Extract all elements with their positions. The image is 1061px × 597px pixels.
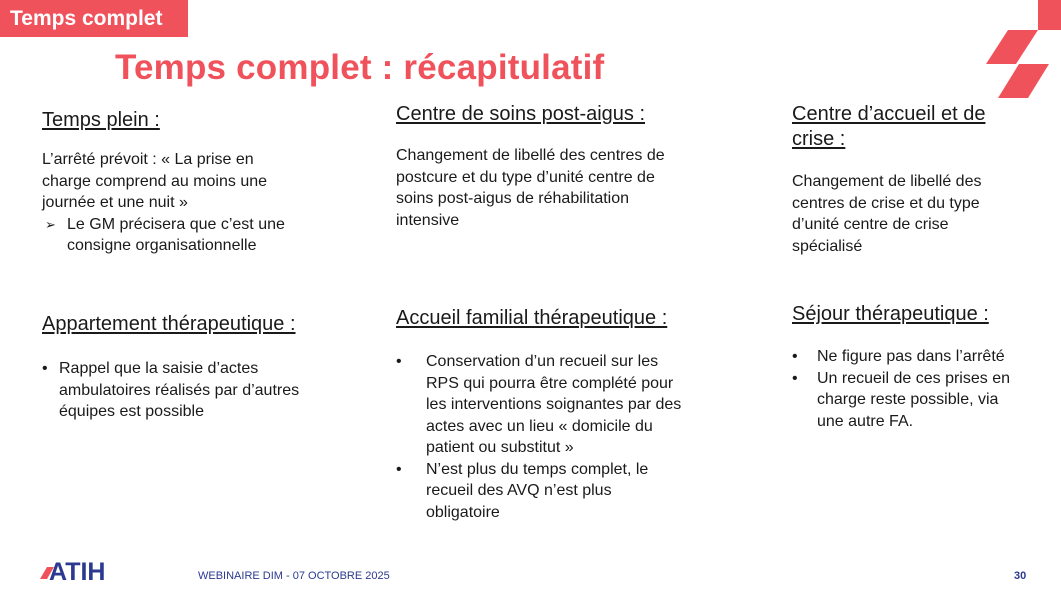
text-line: charge comprend au moins une: [42, 172, 268, 190]
bullet-icon: •: [396, 460, 402, 478]
section-centre-accueil: [792, 102, 1042, 257]
text-line: N’est plus du temps complet, le: [426, 460, 649, 478]
text-line: Ne figure pas dans l’arrêté: [817, 348, 1005, 365]
section-heading: Séjour thérapeutique :: [792, 303, 989, 325]
bullet-list: [42, 214, 352, 257]
bullet-list: [396, 351, 736, 523]
section-heading: Centre de soins post-aigus :: [396, 103, 646, 125]
bullet-icon: •: [792, 348, 798, 365]
text-line: centres de crise et du type: [792, 194, 980, 212]
page-title: Temps complet : récapitulatif: [115, 48, 605, 87]
bullet-icon: •: [42, 360, 48, 377]
section-heading: Temps plein :: [42, 109, 160, 131]
section-tag: Temps complet: [0, 0, 188, 37]
text-line: équipes est possible: [59, 403, 204, 420]
text-line: ambulatoires réalisés par d’autres: [59, 381, 300, 399]
atih-logo: [40, 557, 132, 585]
text-line: soins post-aigus de réhabilitation: [396, 190, 630, 207]
section-sejour: [792, 302, 1047, 432]
text-line: patient ou substitut »: [426, 439, 574, 456]
text-line: consigne organisationnelle: [67, 237, 257, 254]
section-heading: Accueil familial thérapeutique :: [396, 307, 668, 329]
section-centre-soins: [396, 102, 726, 231]
deco-shape-1: [986, 30, 1038, 64]
text-line: Changement de libellé des: [792, 173, 982, 190]
text-line: Changement de libellé des centres de: [396, 147, 665, 164]
list-item: [42, 358, 362, 423]
deco-shape-3: [998, 64, 1049, 98]
list-item: [792, 346, 1047, 368]
text-line: obligatoire: [426, 503, 500, 521]
text-line: Un recueil de ces prises en: [817, 369, 1010, 387]
text-line: Le GM précisera que c’est une: [67, 215, 285, 233]
text-line: recueil des AVQ n’est plus: [426, 482, 612, 499]
section-heading: Appartement thérapeutique :: [42, 313, 296, 335]
section-appartement: [42, 312, 362, 423]
text-line: une autre FA.: [817, 412, 914, 430]
list-item: [792, 368, 1047, 433]
logo-text: ATIH: [49, 558, 106, 585]
text-line: Conservation d’un recueil sur les: [426, 353, 659, 370]
list-item: [42, 214, 352, 257]
text-line: L’arrêté prévoit : « La prise en: [42, 151, 254, 168]
decorative-arrows-icon: [968, 0, 1061, 100]
section-heading: Centre d’accueil et de: [792, 103, 986, 125]
bullet-list: [42, 358, 362, 423]
text-line: les interventions soignantes par des: [426, 396, 682, 413]
text-line: RPS qui pourra être complété pour: [426, 374, 674, 392]
page-number: 30: [1014, 570, 1027, 582]
text-line: postcure et du type d’unité centre de: [396, 168, 655, 186]
list-item: [396, 351, 736, 459]
text-line: journée et une nuit »: [42, 194, 188, 211]
footer-text: WEBINAIRE DIM - 07 OCTOBRE 2025: [198, 570, 390, 582]
text-line: Rappel que la saisie d’actes: [59, 360, 259, 377]
bullet-list: [792, 346, 1047, 432]
deco-shape-2: [1038, 0, 1061, 30]
section-temps-plein: [42, 108, 352, 257]
text-line: spécialisé: [792, 237, 863, 255]
bullet-icon: •: [792, 369, 798, 387]
arrow-bullet-icon: ➢: [45, 216, 56, 232]
list-item: [396, 459, 736, 524]
text-line: d’unité centre de crise: [792, 216, 949, 233]
section-heading: crise :: [792, 128, 846, 150]
text-line: charge reste possible, via: [817, 391, 999, 408]
text-line: intensive: [396, 211, 460, 229]
bullet-icon: •: [396, 353, 402, 370]
text-line: actes avec un lieu « domicile du: [426, 417, 653, 435]
section-accueil-familial: [396, 306, 736, 523]
